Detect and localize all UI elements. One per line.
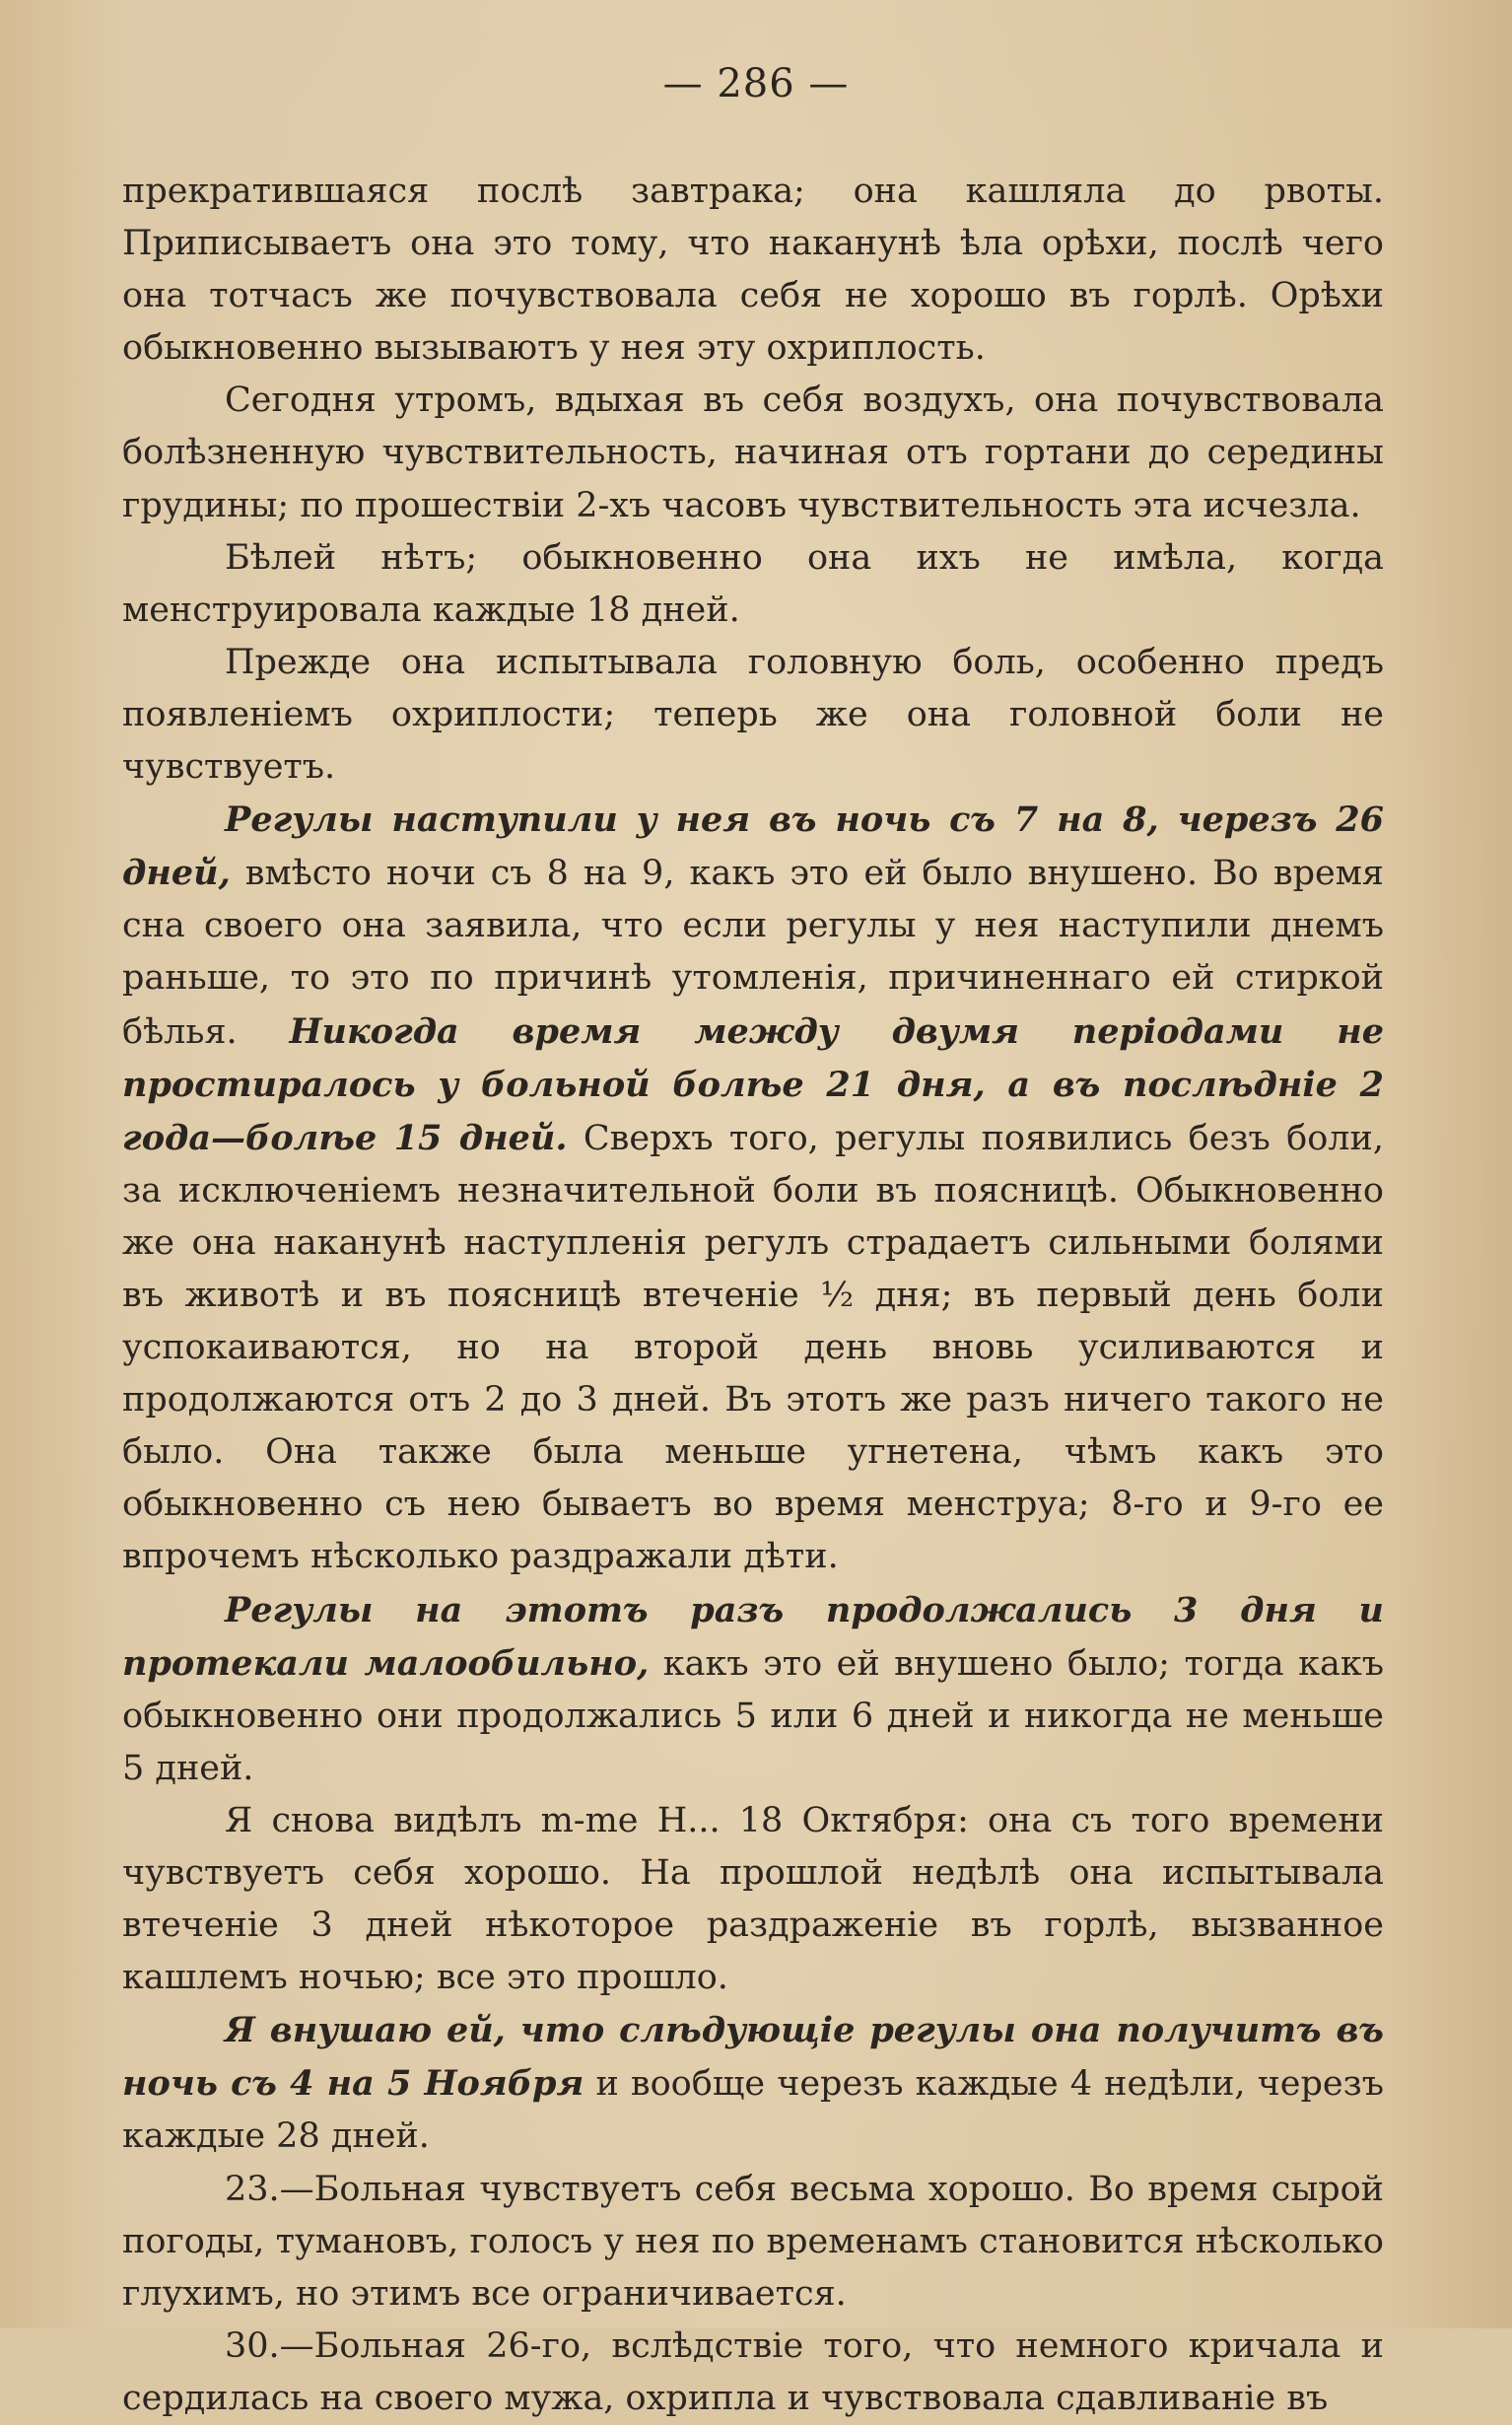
paragraph-text: и вообще черезъ каждые 4 недѣли, черезъ каждые 28 дней. bbox=[122, 2064, 1384, 2157]
paragraph-5 bbox=[122, 794, 1384, 1583]
paragraph-text: вмѣсто ночи съ 8 на 9, какъ это ей было внушено. Во время сна своего она заявила, что если регулы у нея наступили днемъ раньше, то это по причинѣ утомленія, причиненнаго ей стиркой бѣлья. bbox=[122, 854, 1384, 1052]
paragraph-8 bbox=[122, 2004, 1384, 2163]
paragraph-6 bbox=[122, 1584, 1384, 1795]
paragraph-3 bbox=[122, 532, 1384, 637]
page-number: — 286 — bbox=[662, 61, 850, 106]
paragraph-2 bbox=[122, 375, 1384, 531]
paragraph-9 bbox=[122, 2164, 1384, 2321]
paragraph-text: 30.—Больная 26-го, вслѣдствіе того, что немного кричала и сердилась на своего мужа, охрипла и чувствовала сдавливаніе въ bbox=[122, 2325, 1384, 2418]
emphasis-text: Никогда время между двумя періодами не простиралось у больной болѣе 21 дня, а въ послѣдніе 2 года—болѣе 15 дней. bbox=[122, 1010, 1384, 1158]
paragraph-text: Сегодня утромъ, вдыхая въ себя воздухъ, она почувствовала болѣзненную чувствительность, начиная отъ гортани до середины грудины; по прошествіи 2-хъ часовъ чувствительность эта исчезла. bbox=[122, 381, 1384, 525]
paragraph-1 bbox=[122, 166, 1384, 375]
paragraph-text: какъ это ей внушено было; тогда какъ обыкновенно они продолжались 5 или 6 дней и никогда не меньше 5 дней. bbox=[122, 1643, 1384, 1788]
emphasis-text: Регулы наступили у нея въ ночь съ 7 на 8, черезъ 26 дней, bbox=[122, 799, 1384, 894]
emphasis-text: Регулы на этотъ разъ продолжались 3 дня и протекали малообильно, bbox=[122, 1589, 1384, 1684]
paragraph-10 bbox=[122, 2321, 1384, 2425]
paragraph-4 bbox=[122, 637, 1384, 794]
paragraph-text: Прежде она испытывала головную боль, особенно предъ появленіемъ охриплости; теперь же она головной боли не чувствуетъ. bbox=[122, 642, 1384, 788]
paragraph-text: Сверхъ того, регулы появились безъ боли, за исключеніемъ незначительной боли въ поясницѣ. Обыкновенно же она наканунѣ наступленія регулъ страдаетъ сильными болями въ животѣ и въ поясницѣ втеченіе ½ дня; въ первый день боли успокаиваются, но на второй день вновь усиливаются и продолжаются отъ 2 до 3 дней. Въ этотъ же разъ ничего такого не было. Она также была меньше угнетена, чѣмъ какъ это обыкновенно съ нею бываетъ во время менструа; 8-го и 9-го ее впрочемъ нѣсколько раздражали дѣти. bbox=[122, 1118, 1384, 1577]
paragraph-text: 23.—Больная чувствуетъ себя весьма хорошо. Во время сырой погоды, тумановъ, голосъ у нея по временамъ становится нѣсколько глухимъ, но этимъ все ограничивается. bbox=[122, 2169, 1384, 2314]
emphasis-text: Я внушаю ей, что слѣдующіе регулы она получитъ въ ночь съ 4 на 5 Ноября bbox=[122, 2010, 1384, 2105]
paragraph-7 bbox=[122, 1795, 1384, 2004]
text-body bbox=[122, 166, 1384, 2425]
paragraph-text: Я снова видѣлъ m-me H... 18 Октября: она съ того времени чувствуетъ себя хорошо. На прошлой недѣлѣ она испытывала втеченіе 3 дней нѣкоторое раздраженіе въ горлѣ, вызванное кашлемъ ночью; все это прошло. bbox=[122, 1800, 1384, 1998]
paragraph-text: Бѣлей нѣтъ; обыкновенно она ихъ не имѣла, когда менструировала каждые 18 дней. bbox=[122, 537, 1384, 630]
paragraph-text: прекратившаяся послѣ завтрака; она кашляла до рвоты. Приписываетъ она это тому, что наканунѣ ѣла орѣхи, послѣ чего она тотчасъ же почувствовала себя не хорошо въ горлѣ. Орѣхи обыкновенно вызываютъ у нея эту охриплость. bbox=[122, 172, 1384, 369]
